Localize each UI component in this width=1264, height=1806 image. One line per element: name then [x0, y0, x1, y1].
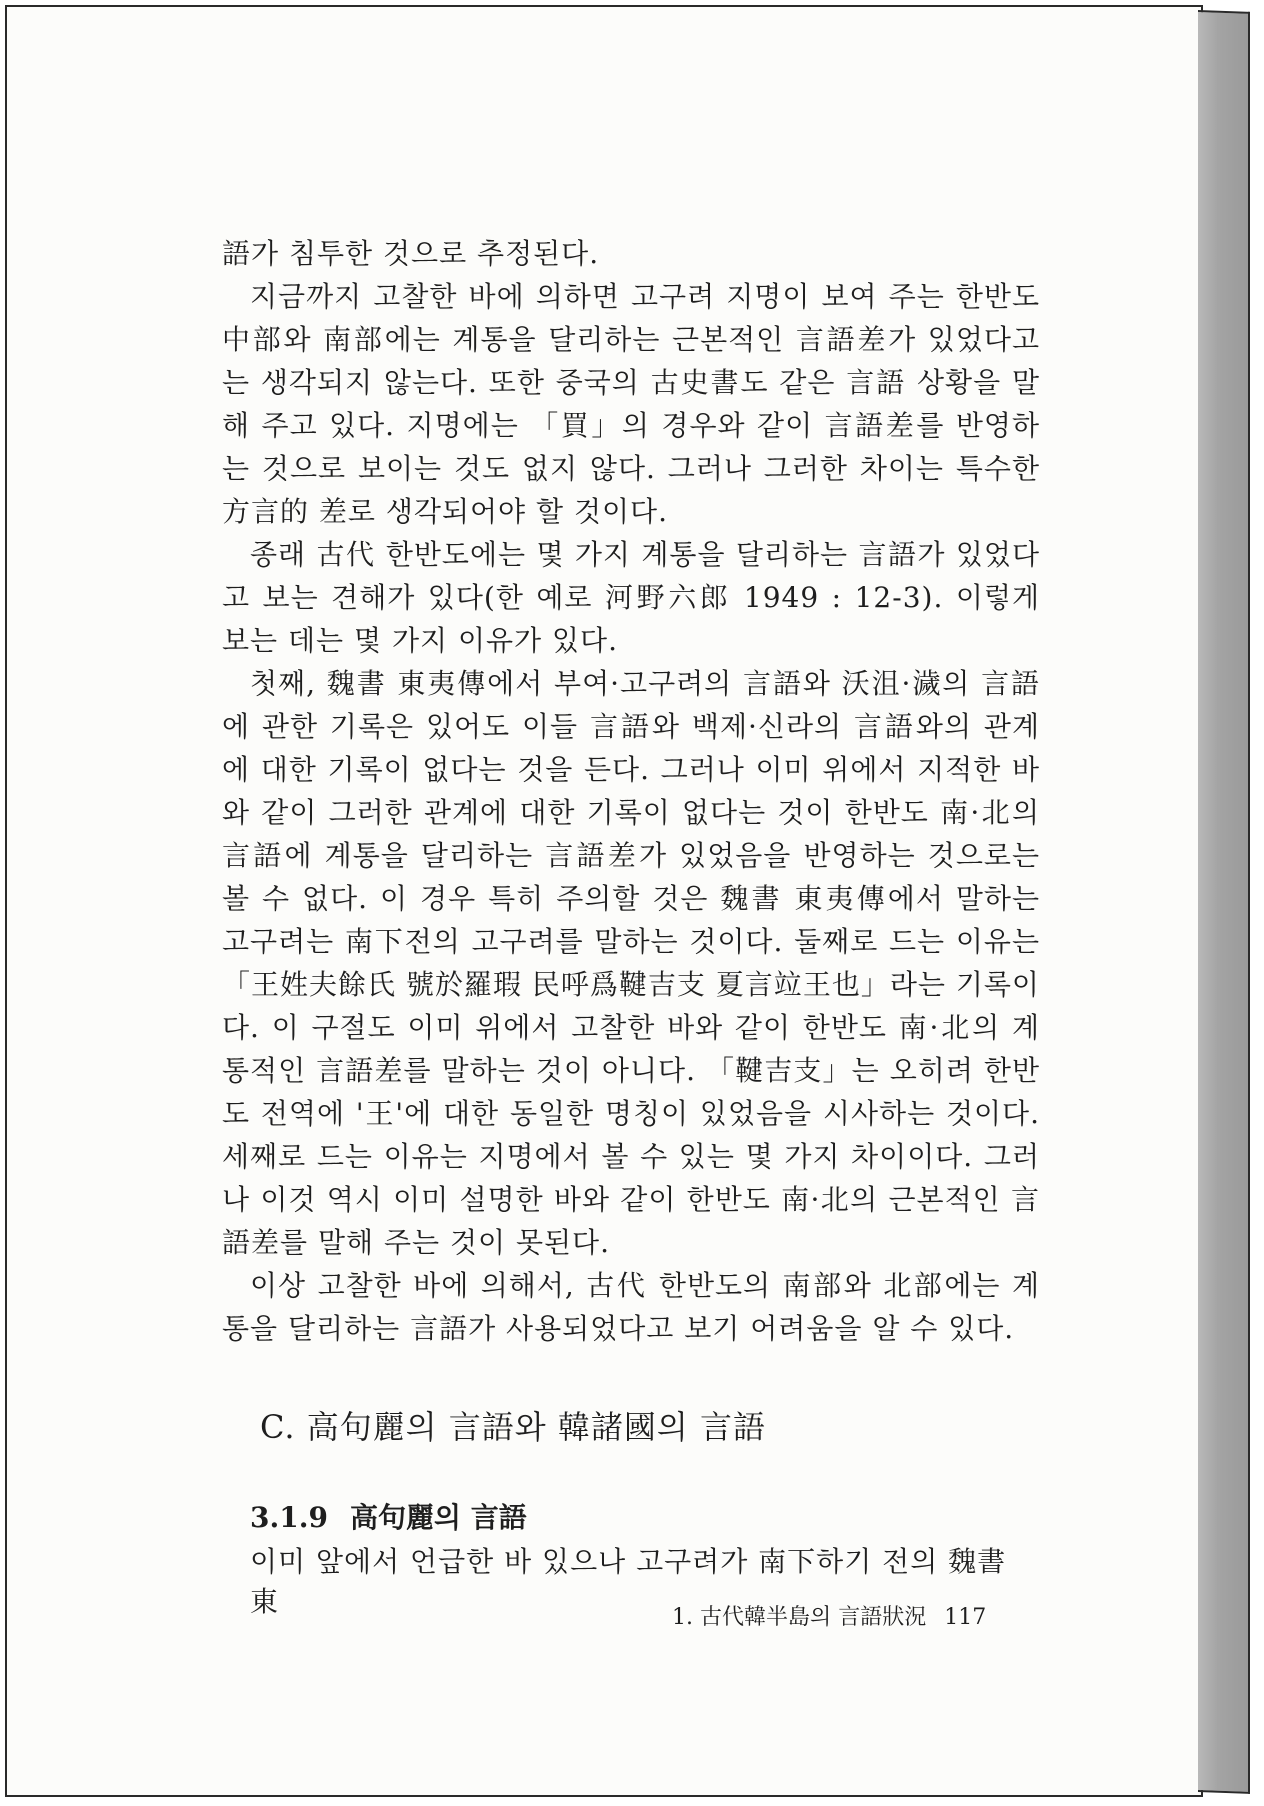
paragraph-4: 첫째, 魏書 東夷傳에서 부여·고구려의 言語와 沃沮·濊의 言語에 관한 기록은 있어도 이들 言語와 백제·신라의 言語와의 관계에 대한 기록이 없다는 것을 든다. 그러나 이미 위에서 지적한 바와 같이 그러한 관계에 대한 기록이 없다는 것이 한반도 南·北의 言語에 계통을 달리하는 言語差가 있었음을 반영하는 것으로는 볼 수 없다. 이 경우 특히 주의할 것은 魏書 東夷傳에서 말하는 고구려는 南下전의 고구려를 말하는 것이다. 둘째로 드는 이유는 「王姓夫餘氏 號於羅瑕 民呼爲鞬吉支 夏言竝王也」라는 기록이다. 이 구절도 이미 위에서 고찰한 바와 같이 한반도 南·北의 계통적인 言語差를 말하는 것이 아니다. 「鞬吉支」는 오히려 한반도 전역에 '王'에 대한 동일한 명칭이 있었음을 시사하는 것이다. 세째로 드는 이유는 지명에서 볼 수 있는 몇 가지 차이이다. 그러나 이것 역시 이미 설명한 바와 같이 한반도 南·北의 근본적인 言語差를 말해 주는 것이 못된다.	[222, 667, 1040, 1259]
subsection-title: 高句麗의 言語	[349, 1501, 527, 1534]
page-footer	[672, 1600, 986, 1631]
page-number: 117	[944, 1605, 987, 1630]
paragraph-6: 이미 앞에서 언급한 바 있으나 고구려가 南下하기 전의 魏書 東	[250, 1545, 1007, 1618]
body-text	[222, 232, 1040, 1350]
subsection-number: 3.1.9	[250, 1501, 328, 1534]
paragraph-3: 종래 古代 한반도에는 몇 가지 계통을 달리하는 言語가 있었다고 보는 견해가 있다(한 예로 河野六郎 1949 : 12-3). 이렇게 보는 데는 몇 가지 이유가 있다.	[222, 538, 1040, 657]
paragraph-1: 語가 침투한 것으로 추정된다.	[222, 237, 600, 270]
running-title: 1. 古代韓半島의 言語狀況	[672, 1605, 927, 1630]
paragraph-5: 이상 고찰한 바에 의해서, 古代 한반도의 南部와 北部에는 계통을 달리하는 言語가 사용되었다고 보기 어려움을 알 수 있다.	[222, 1269, 1040, 1345]
page-stack-edge	[1198, 10, 1250, 1794]
subsection-heading	[250, 1496, 527, 1536]
paragraph-2: 지금까지 고찰한 바에 의하면 고구려 지명이 보여 주는 한반도 中部와 南部에는 계통을 달리하는 근본적인 言語差가 있었다고는 생각되지 않는다. 또한 중국의 古史書도 같은 言語 상황을 말해 주고 있다. 지명에는 「買」의 경우와 같이 言語差를 반영하는 것으로 보이는 것도 없지 않다. 그러나 그러한 차이는 특수한 方言的 差로 생각되어야 할 것이다.	[222, 280, 1040, 528]
section-heading: C. 高句麗의 言語와 韓諸國의 言語	[260, 1408, 766, 1446]
